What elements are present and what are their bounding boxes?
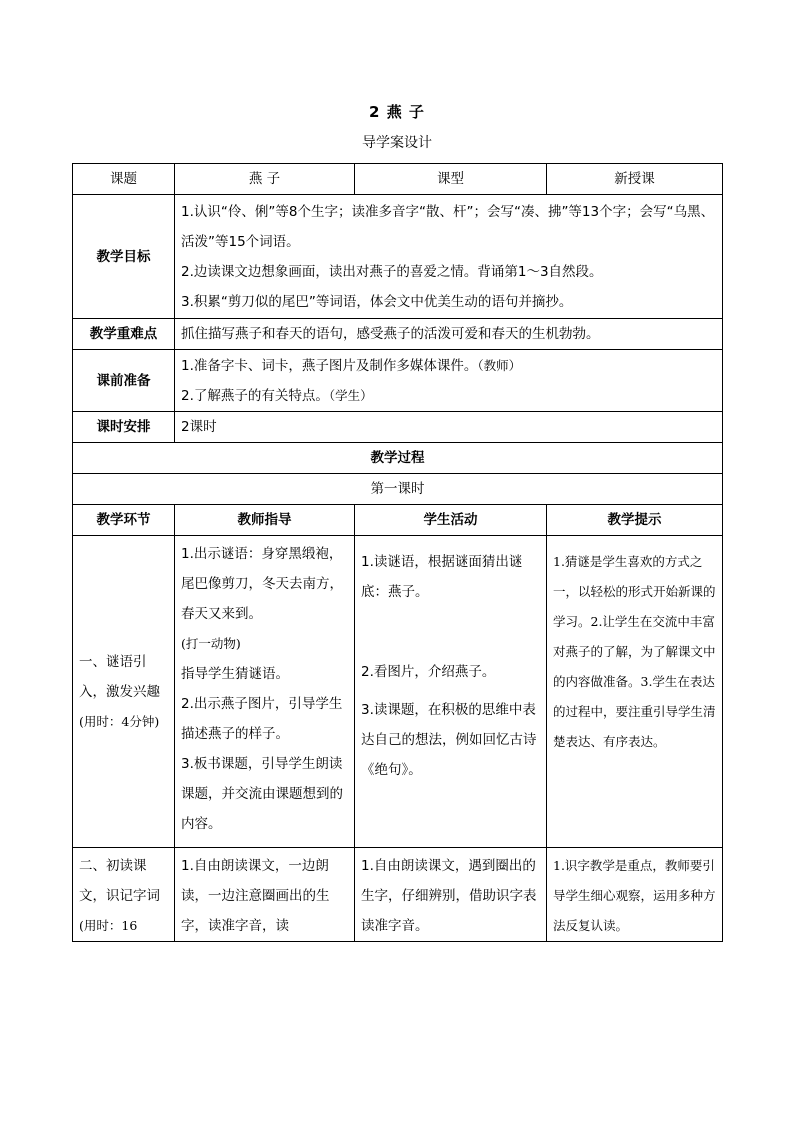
objective-item: 3.积累“剪刀似的尾巴”等词语，体会文中优美生动的语句并摘抄。	[181, 293, 573, 310]
objectives-label: 教学目标	[73, 195, 175, 319]
type-label: 课型	[355, 164, 547, 195]
teaching-tips: 1.识字教学是重点，教师要引导学生细心观察，运用多种方法反复认读。	[547, 848, 723, 942]
column-header: 教学提示	[547, 505, 723, 536]
key-points-row	[73, 319, 723, 350]
period-title-row	[73, 474, 723, 505]
key-points-value: 抓住描写燕子和春天的语句，感受燕子的活泼可爱和春天的生机勃勃。	[175, 319, 723, 350]
period-title: 第一课时	[73, 474, 723, 505]
preparation-content	[175, 350, 723, 412]
process-title: 教学过程	[73, 443, 723, 474]
key-points-label: 教学重难点	[73, 319, 175, 350]
lesson-title: 2 燕 子	[369, 103, 425, 121]
schedule-row	[73, 412, 723, 443]
column-header: 学生活动	[355, 505, 547, 536]
schedule-value: 2课时	[175, 412, 723, 443]
teacher-guidance: 1.出示谜语：身穿黑缎袍，尾巴像剪刀，冬天去南方，春天又来到。 (打一动物) 指导学生猜谜语。 2.出示燕子图片，引导学生描述燕子的样子。 3.板书课题，引导学生朗读课题，并交流由课题想到的内容。	[175, 536, 355, 848]
teaching-tips: 1.猜谜是学生喜欢的方式之一，以轻松的形式开始新课的学习。2.让学生在交流中丰富对燕子的了解，为了解课文中的内容做准备。3.学生在表达的过程中，要注重引导学生清楚表达、有序表达。	[547, 536, 723, 848]
stage-time: (用时：4分钟)	[79, 713, 160, 729]
teacher-guidance: 1.自由朗读课文，一边朗读，一边注意圈画出的生字，读准字音，读	[175, 848, 355, 942]
stage-cell: 二、初读课文，识记字词(用时：16	[73, 848, 175, 942]
stage-row	[73, 848, 723, 942]
objectives-content	[175, 195, 723, 319]
role-note: （学生）	[328, 387, 373, 403]
objectives-row	[73, 195, 723, 319]
preparation-row	[73, 350, 723, 412]
objective-item: 2.边读课文边想象画面，读出对燕子的喜爱之情。背诵第1～3自然段。	[181, 263, 603, 280]
lesson-plan-table	[72, 163, 723, 942]
stage-time: (用时：16	[79, 918, 138, 933]
type-value: 新授课	[547, 164, 723, 195]
doc-subtitle: 导学案设计	[362, 135, 432, 151]
student-activity: 1.读谜语，根据谜面猜出谜底：燕子。 2.看图片，介绍燕子。 3.读课题，在积极的思维中表达自己的想法，例如回忆古诗《绝句》。	[355, 536, 547, 848]
column-header-row	[73, 505, 723, 536]
schedule-label: 课时安排	[73, 412, 175, 443]
column-header: 教师指导	[175, 505, 355, 536]
stage-cell: 一、谜语引入，激发兴趣(用时：4分钟)	[73, 536, 175, 848]
role-note: （教师）	[477, 357, 522, 373]
preparation-item: 2.了解燕子的有关特点。（学生）	[181, 387, 373, 404]
topic-label: 课题	[73, 164, 175, 195]
topic-row	[73, 164, 723, 195]
student-activity: 1.自由朗读课文，遇到圈出的生字，仔细辨别，借助识字表读准字音。	[355, 848, 547, 942]
stage-row	[73, 536, 723, 848]
objective-item: 1.认识“伶、俐”等8个生字；读准多音字“散、杆”；会写“凑、拂”等13个字；会写“乌黑、活泼”等15个词语。	[181, 203, 715, 250]
process-title-row	[73, 443, 723, 474]
column-header: 教学环节	[73, 505, 175, 536]
preparation-item: 1.准备字卡、词卡，燕子图片及制作多媒体课件。（教师）	[181, 357, 522, 374]
preparation-label: 课前准备	[73, 350, 175, 412]
topic-value: 燕 子	[175, 164, 355, 195]
